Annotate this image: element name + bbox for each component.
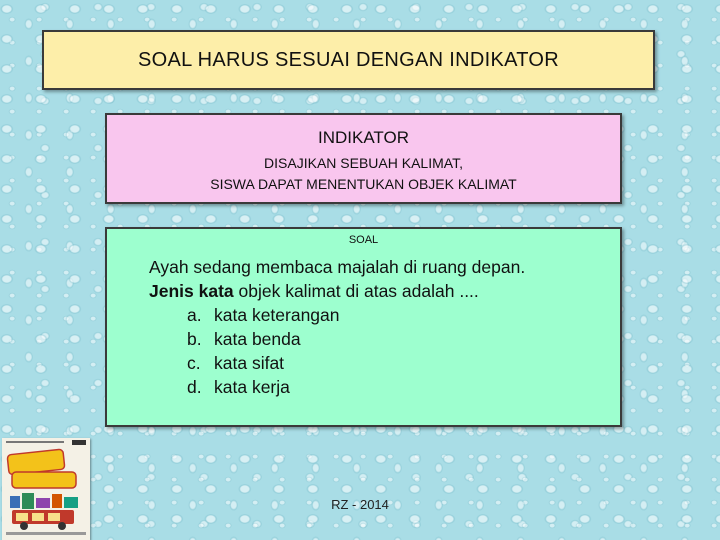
- option-text: kata keterangan: [214, 305, 340, 325]
- option-letter: c.: [187, 353, 201, 373]
- title-box: [42, 30, 655, 90]
- slide-title: SOAL HARUS SESUAI DENGAN INDIKATOR: [137, 48, 560, 71]
- book-cover-image: [2, 438, 90, 540]
- question-prompt-rest: objek kalimat di atas adalah ....: [233, 281, 479, 301]
- question-prompt-bold: Jenis kata: [149, 281, 234, 301]
- option-letter: a.: [187, 305, 202, 325]
- option-letter: b.: [187, 329, 202, 349]
- footer-credit: RZ - 2014: [331, 497, 389, 512]
- option-letter: d.: [187, 377, 202, 397]
- option-text: kata kerja: [214, 377, 290, 397]
- indikator-text-line-1: DISAJIKAN SEBUAH KALIMAT,: [264, 155, 463, 171]
- indikator-heading: INDIKATOR: [318, 128, 409, 147]
- question-sentence: Ayah sedang membaca majalah di ruang depan.: [149, 257, 526, 277]
- option-text: kata sifat: [214, 353, 285, 373]
- soal-heading: SOAL: [348, 234, 379, 246]
- question-prompt: [149, 281, 479, 302]
- soal-box: [105, 227, 622, 427]
- option-text: kata benda: [214, 329, 301, 349]
- indikator-text-line-2: SISWA DAPAT MENENTUKAN OBJEK KALIMAT: [210, 176, 517, 192]
- book-cover-illustration: [2, 438, 90, 540]
- indikator-box: [105, 113, 622, 204]
